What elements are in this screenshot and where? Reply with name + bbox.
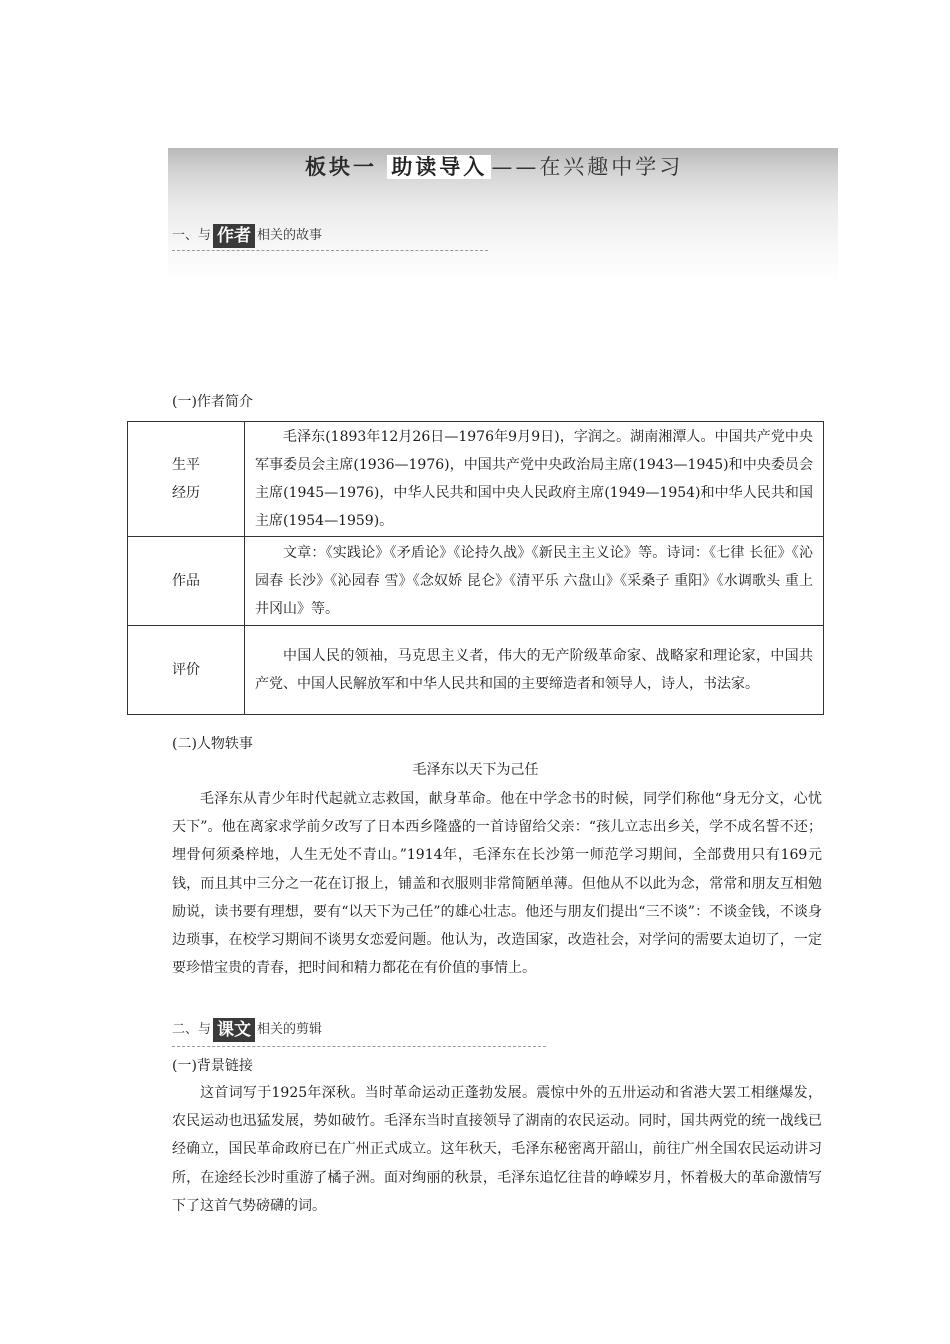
evaluation-text: 中国人民的领袖，马克思主义者，伟大的无产阶级革命家、战略家和理论家，中国共产党、中国人民解放军和中华人民共和国的主要缔造者和领导人，诗人，书法家。 — [255, 648, 813, 692]
story-title: 毛泽东以天下为己任 — [412, 762, 539, 778]
section-heading-prefix: 一、与 — [172, 228, 212, 243]
table-row — [128, 537, 824, 626]
works-text: 文章：《实践论》《矛盾论》《论持久战》《新民主主义论》等。诗词：《七律 长征》《沁园春 长沙》《沁园春 雪》《念奴娇 昆仑》《清平乐 六盘山》《采桑子 重阳》《水调歌头 重上井冈山》等。 — [255, 545, 813, 617]
banner-title-tail: ——在兴趣中学习 — [491, 155, 684, 179]
label-line: 评价 — [172, 662, 200, 678]
subheading-anecdote: (二)人物轶事 — [172, 736, 253, 752]
table-label-cell — [128, 422, 245, 537]
background-paragraph: 这首词写于1925年深秋。当时革命运动正蓬勃发展。震惊中外的五卅运动和省港大罢工相继爆发，农民运动也迅猛发展，势如破竹。毛泽东当时直接领导了湖南的农民运动。同时，国共两党的统一战线已经确立，国民革命政府已在广州正式成立。这年秋天，毛泽东秘密离开韶山，前往广州全国农民运动讲习所，在途经长沙时重游了橘子洲。面对绚丽的秋景，毛泽东追忆往昔的峥嵘岁月，怀着极大的革命激情写下了这首气势磅礴的词。 — [172, 1085, 822, 1214]
table-content-cell — [245, 626, 824, 715]
label-line: 生平 — [172, 457, 200, 473]
table-label-cell — [128, 626, 245, 715]
section-heading-boxed: 课文 — [213, 1018, 255, 1042]
section-heading-text — [172, 1017, 322, 1043]
section-divider — [172, 1046, 546, 1047]
subheading-author-intro: (一)作者简介 — [172, 394, 253, 410]
section-heading-author — [172, 223, 322, 249]
section-heading-suffix: 相关的剪辑 — [257, 1022, 323, 1037]
table-content-cell — [245, 537, 824, 626]
label-line: 作品 — [172, 573, 200, 589]
section-heading-prefix: 二、与 — [172, 1022, 212, 1037]
table-row — [128, 626, 824, 715]
section-heading-boxed: 作者 — [213, 224, 255, 248]
section-heading-suffix: 相关的故事 — [257, 228, 323, 243]
label-line: 经历 — [172, 485, 200, 501]
subheading-background: (一)背景链接 — [172, 1058, 253, 1074]
story-paragraph: 毛泽东从青少年时代起就立志救国，献身革命。他在中学念书的时候，同学们称他“身无分文，心忧天下”。他在离家求学前夕改写了日本西乡隆盛的一首诗留给父亲：“孩儿立志出乡关，学不成名誓不还；埋骨何须桑梓地，人生无处不青山。”1914年，毛泽东在长沙第一师范学习期间，全部费用只有169元钱，而且其中三分之一花在订报上，铺盖和衣服则非常简陋单薄。但他从不以此为念，常常和朋友互相勉励说，读书要有理想，要有“以天下为己任”的雄心壮志。他还与朋友们提出“三不谈”：不谈金钱，不谈身边琐事，在校学习期间不谈男女恋爱问题。他认为，改造国家，改造社会，对学问的需要太迫切了，一定要珍惜宝贵的青春，把时间和精力都花在有价值的事情上。 — [172, 791, 822, 977]
table-content-cell — [245, 422, 824, 537]
bio-text: 毛泽东(1893年12月26日—1976年9月9日)，字润之。湖南湘潭人。中国共产党中央军事委员会主席(1936—1976)，中国共产党中央政治局主席(1943—1945)和中央委员会主席(1945—1976)，中华人民共和国中央人民政府主席(1949—1954)和中华人民共和国主席(1954—1959)。 — [255, 429, 813, 529]
banner-title-highlight: 助读导入 — [387, 155, 491, 179]
banner-title — [305, 150, 683, 184]
author-bio-table — [127, 421, 824, 715]
table-row — [128, 422, 824, 537]
section-divider — [172, 250, 488, 251]
banner-title-lead: 板块一 — [305, 155, 377, 179]
table-label-cell — [128, 537, 245, 626]
